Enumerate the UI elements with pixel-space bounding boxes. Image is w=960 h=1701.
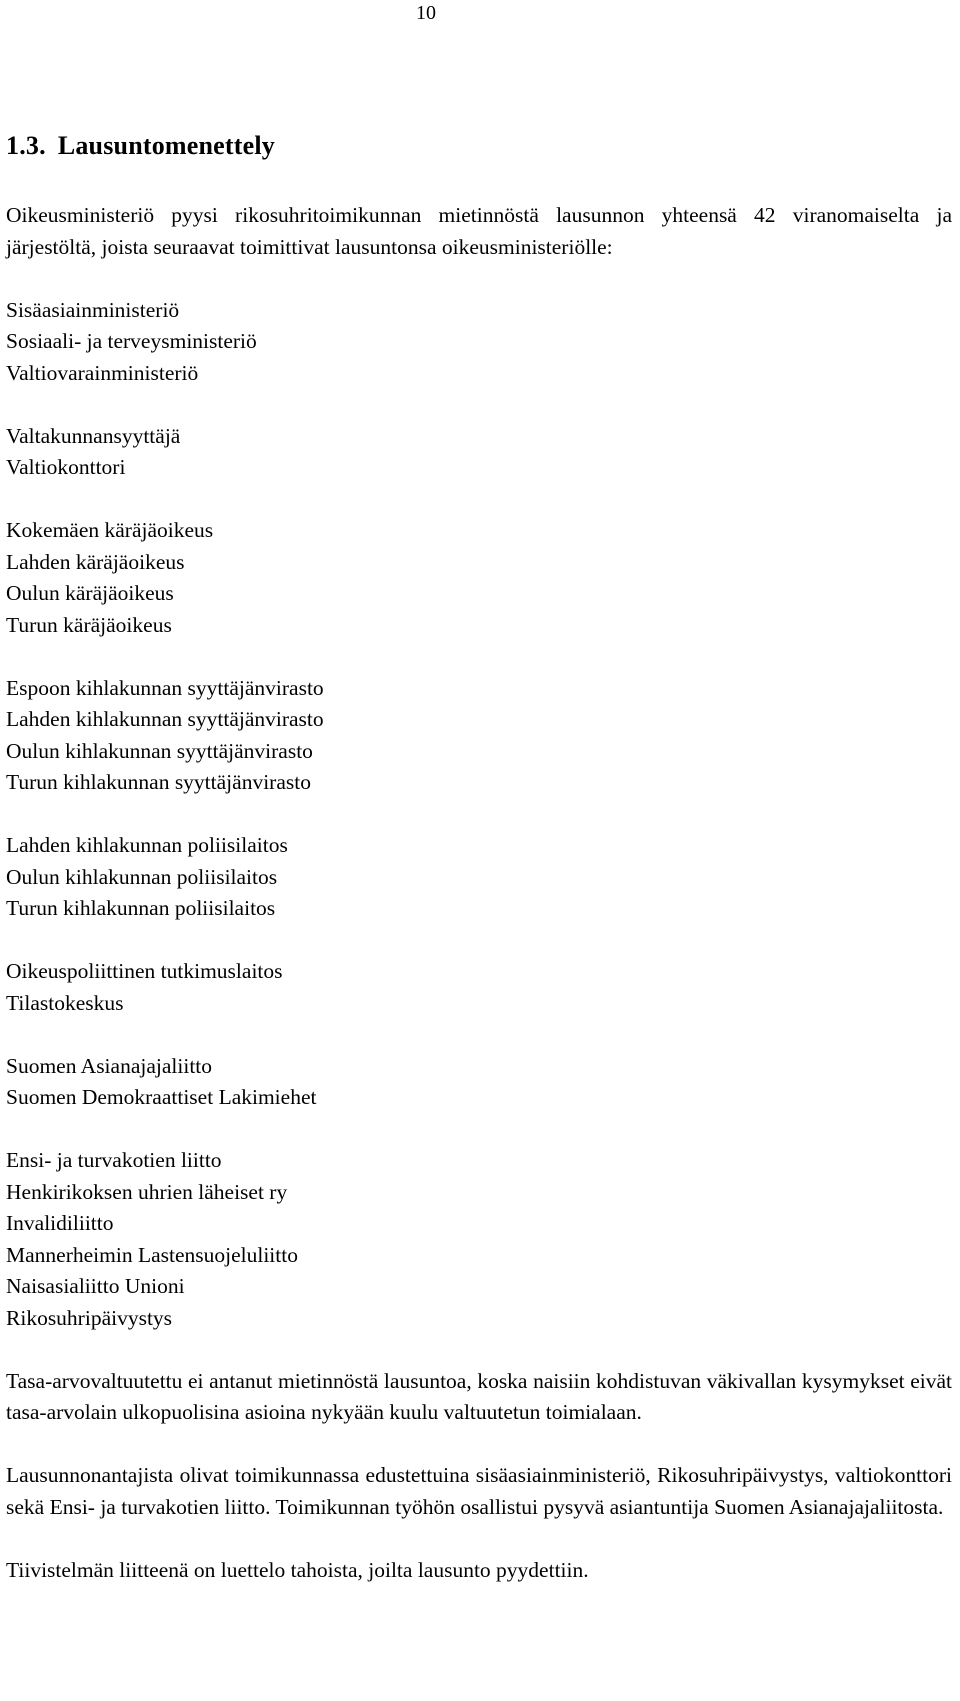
section-title: Lausuntomenettely xyxy=(57,131,275,160)
respondent-group xyxy=(6,830,952,925)
page-number: 10 xyxy=(416,2,436,24)
respondent-item: Oikeuspoliittinen tutkimuslaitos xyxy=(6,959,283,983)
paragraph-committee-representation: Lausunnonantajista olivat toimikunnassa edustettuina sisäasiainministeriö, Rikosuhripäivystys, valtiokonttori sekä Ensi- ja turvakotien liitto. Toimikunnan työhön osallistui pysyvä asiantuntija Suomen Asianajajaliitosta. xyxy=(6,1463,952,1519)
respondent-group xyxy=(6,1145,952,1334)
respondent-group xyxy=(6,1051,952,1114)
respondent-item: Rikosuhripäivystys xyxy=(6,1305,173,1330)
respondent-group xyxy=(6,515,952,641)
respondent-item: Tilastokeskus xyxy=(6,990,124,1015)
paragraph-equality-ombudsman: Tasa-arvovaltuutettu ei antanut mietinnöstä lausuntoa, koska naisiin kohdistuvan väkivallan kysymykset eivät tasa-arvolain ulkopuolisina asioina nykyään kuulu valtuutetun toimialaan. xyxy=(6,1368,952,1424)
respondent-item: Turun kihlakunnan syyttäjänvirasto xyxy=(6,770,311,794)
respondent-group xyxy=(6,673,952,799)
respondent-item: Turun käräjäoikeus xyxy=(6,612,172,637)
respondent-item: Naisasialiitto Unioni xyxy=(6,1274,185,1298)
respondent-item: Kokemäen käräjäoikeus xyxy=(6,518,214,542)
document-body xyxy=(6,200,952,1586)
respondent-item: Suomen Demokraattiset Lakimiehet xyxy=(6,1085,317,1109)
respondent-item: Valtiokonttori xyxy=(6,455,126,479)
respondent-item: Mannerheimin Lastensuojeluliitto xyxy=(6,1242,298,1267)
respondent-item: Sisäasiainministeriö xyxy=(6,297,180,322)
respondent-item: Oulun kihlakunnan syyttäjänvirasto xyxy=(6,738,313,763)
respondent-item: Invalidiliitto xyxy=(6,1211,114,1235)
respondent-item: Valtiovarainministeriö xyxy=(6,360,199,385)
section-heading xyxy=(6,131,275,161)
respondent-item: Henkirikoksen uhrien läheiset ry xyxy=(6,1179,288,1204)
respondent-item: Espoon kihlakunnan syyttäjänvirasto xyxy=(6,675,324,700)
respondent-group xyxy=(6,421,952,484)
respondent-item: Oulun kihlakunnan poliisilaitos xyxy=(6,864,278,889)
respondent-item: Lahden kihlakunnan poliisilaitos xyxy=(6,833,288,857)
respondent-item: Lahden käräjäoikeus xyxy=(6,549,185,574)
respondent-item: Suomen Asianajajaliitto xyxy=(6,1053,213,1078)
intro-paragraph: Oikeusministeriö pyysi rikosuhritoimikunnan mietinnöstä lausunnon yhteensä 42 viranomaiselta ja järjestöltä, joista seuraavat toimittivat lausuntonsa oikeusministeriölle: xyxy=(6,203,952,259)
respondent-item: Valtakunnansyyttäjä xyxy=(6,423,181,448)
respondent-list xyxy=(6,295,952,1366)
respondent-group xyxy=(6,956,952,1019)
respondent-item: Lahden kihlakunnan syyttäjänvirasto xyxy=(6,707,324,731)
paragraph-appendix-note: Tiivistelmän liitteenä on luettelo tahoista, joilta lausunto pyydettiin. xyxy=(6,1557,589,1582)
respondent-item: Ensi- ja turvakotien liitto xyxy=(6,1148,222,1172)
respondent-item: Oulun käräjäoikeus xyxy=(6,581,174,605)
respondent-item: Turun kihlakunnan poliisilaitos xyxy=(6,896,276,920)
respondent-group xyxy=(6,295,952,390)
respondent-item: Sosiaali- ja terveysministeriö xyxy=(6,329,257,353)
section-number: 1.3. xyxy=(6,131,46,160)
